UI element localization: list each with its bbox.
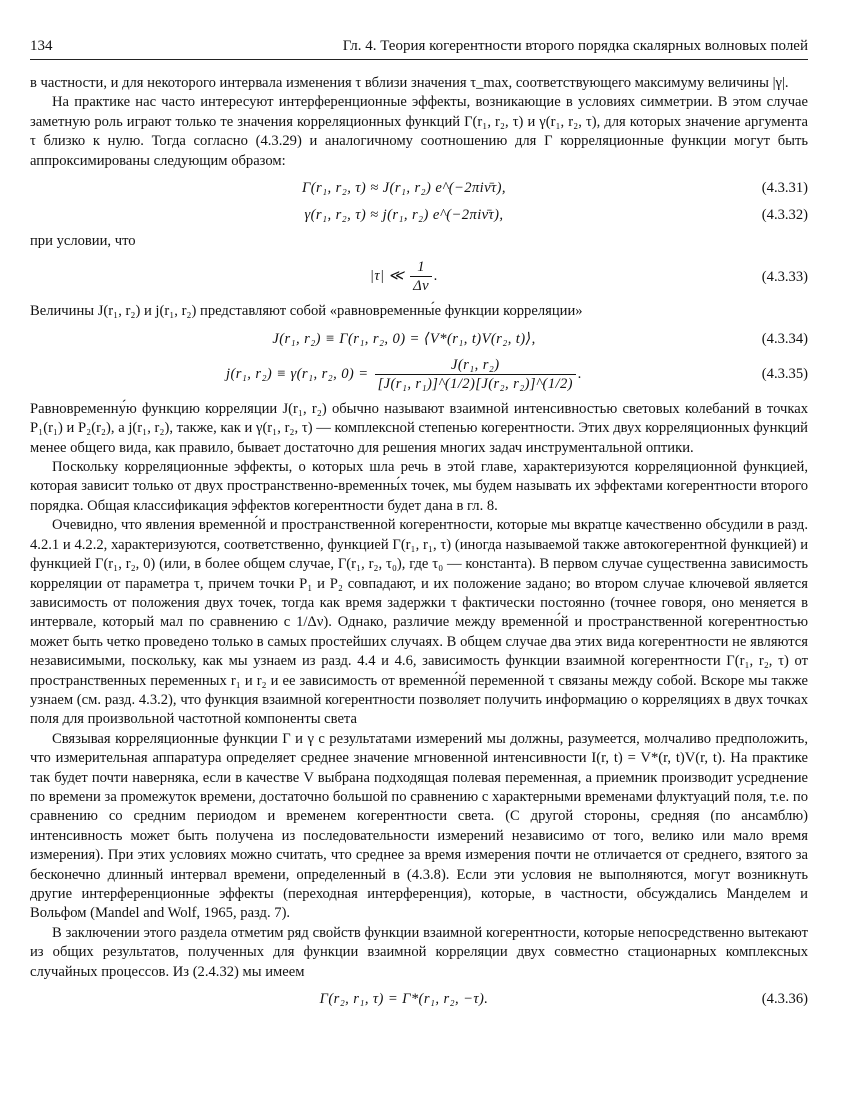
equation-number: (4.3.31) bbox=[761, 180, 808, 197]
equation-4-3-36 bbox=[30, 989, 808, 1009]
page-number: 134 bbox=[30, 38, 53, 54]
equation-number: (4.3.36) bbox=[761, 991, 808, 1008]
equation-4-3-35 bbox=[30, 356, 808, 393]
equation-number: (4.3.34) bbox=[761, 330, 808, 347]
paragraph-mutual-intensity: Равновременну́ю функцию корреляции J(r₁, r₂) обычно называют взаимной интенсивностью световых колебаний в точках P₁(r₁) и P₂(r₂), а j(r₁, r₂), также, как и γ(r₁, r₂, τ) — комплексной степенью когерентности. Этих двух корреляционных функций менее общего вида, как правило, бывает достаточно для решения многих задач инструментальной оптики. bbox=[30, 400, 808, 456]
equation-tail: . bbox=[577, 365, 582, 382]
equation-expression: J(r₁, r₂) ≡ Γ(r₁, r₂, 0) = ⟨V*(r₁, t)V(r₂, t)⟩, bbox=[272, 330, 536, 347]
equation-4-3-31 bbox=[30, 178, 808, 198]
paragraph-symmetry: На практике нас часто интересуют интерференционные эффекты, возникающие в условиях симметрии. В этом случае заметную роль играют только те значения корреляционных функций Γ(r₁, r₂, τ) и γ(r₁, r₂, τ), для которых значение аргумента τ близко к нулю. Тогда согласно (4.3.29) и аналогичному соотношению для Γ корреляционные функции могут быть аппроксимированы следующим образом: bbox=[30, 94, 808, 169]
paragraph-continued: в частности, и для некоторого интервала изменения τ вблизи значения τ_max, соответствующего максимуму величины |γ|. bbox=[30, 75, 789, 91]
equation-expression: Γ(r₁, r₂, τ) ≈ J(r₁, r₂) e^(−2πiν̄τ), bbox=[302, 180, 506, 197]
equation-4-3-33 bbox=[30, 258, 808, 295]
equation-tail: . bbox=[434, 268, 439, 285]
paragraph-temporal-spatial: Очевидно, что явления временно́й и пространственной когерентности, которые мы вкратце качественно обсудили в разд. 4.2.1 и 4.2.2, характеризуются, соответственно, функцией Γ(r₁, r₁, τ) (иногда называемой также автокогерентной функцией) и функцией Γ(r₁, r₂, 0) (или, в более общем случае, Γ(r₁, r₂, τ₀), где τ₀ — константа). В первом случае существенна зависимость корреляции от параметра τ, причем точки P₁ и P₂ совпадают, и их положение задано; во втором случае ключевой является зависимость от положения двух точек, тогда как время задержки τ фактически постоянно (точнее говоря, оно меняется в интервале, который мал по сравнению с 1/Δν). Однако, различие между временно́й и пространственной когерентностью может быть четко проведено только в самых простейших случаях. В общем случае два этих вида когерентности не являются независимыми, поскольку, как мы узнаем из разд. 4.4 и 4.6, зависимость функции взаимной когерентности Γ(r₁, r₂, τ) от пространственных переменных r₁ и r₂ и ее зависимость от временно́й переменной τ связаны между собой. Вскоре мы также узнаем (см. разд. 4.3.2), что функция взаимной когерентности позволяет получить информацию о корреляциях в двух точках поля для произвольной частотной компоненты света bbox=[30, 517, 808, 728]
page bbox=[30, 38, 808, 1016]
equation-fraction bbox=[375, 356, 576, 393]
equation-fraction bbox=[410, 258, 432, 295]
equation-number: (4.3.33) bbox=[761, 268, 808, 285]
paragraph-second-order: Поскольку корреляционные эффекты, о которых шла речь в этой главе, характеризуются корреляционной функцией, которая зависит только от двух пространственно-временны́х точек, мы будем называть их эффектами когерентности второго порядка. Общая классификация эффектов когерентности будет дана в гл. 8. bbox=[30, 459, 808, 514]
fraction-denominator: Δν bbox=[413, 278, 430, 295]
equation-number: (4.3.32) bbox=[761, 207, 808, 224]
paragraph-conclusion: В заключении этого раздела отметим ряд свойств функции взаимной когерентности, которые непосредственно вытекают из общих результатов, полученных для функции взаимной корреляции двух совместно стационарных комплексных случайных процессов. Из (2.4.32) мы имеем bbox=[30, 924, 808, 980]
equation-expression: Γ(r₂, r₁, τ) = Γ*(r₁, r₂, −τ). bbox=[319, 991, 489, 1008]
paragraph-condition: при условии, что bbox=[30, 233, 136, 250]
fraction-numerator: J(r₁, r₂) bbox=[375, 356, 576, 375]
fraction-denominator: [J(r₁, r₁)]^(1/2)[J(r₂, r₂)]^(1/2) bbox=[377, 375, 573, 392]
equation-number: (4.3.35) bbox=[761, 366, 808, 383]
fraction-numerator: 1 bbox=[410, 258, 432, 277]
equation-lhs: j(r₁, r₂) ≡ γ(r₁, r₂, 0) = bbox=[226, 365, 369, 382]
running-title: Гл. 4. Теория когерентности второго порядка скалярных волновых полей bbox=[342, 38, 808, 54]
equation-expression: γ(r₁, r₂, τ) ≈ j(r₁, r₂) e^(−2πiν̄τ), bbox=[304, 207, 504, 224]
equation-4-3-34 bbox=[30, 329, 808, 349]
running-header bbox=[30, 38, 808, 60]
paragraph-measurement: Связывая корреляционные функции Γ и γ с результатами измерений мы должны, разумеется, молчаливо предположить, что измерительная аппаратура определяет среднее значение мгновенной интенсивности I(r, t) = V*(r, t)V(r, t). На практике так будет почти наверняка, если в качестве V выбрана подходящая полевая переменная, а приемник производит усреднение по времени за промежуток времени, достаточно большой по сравнению с характерными временами флуктуаций поля, т.е. по сравнению со средним периодом и временем когерентности света. (С другой стороны, средняя (по ансамблю) интенсивность может быть получена из последовательности измерений независимо от того, велико или мало время измерения). При этих условиях можно считать, что среднее за время измерения почти не отличается от среднего, взятого за бесконечно длинный интервал времени, определенный в (4.3.8). Если эти условия не выполняются, могут возникнуть другие интерференционные эффекты (переходная интерференция), которые, в частности, обсуждались Манделем и Вольфом (Mandel and Wolf, 1965, разд. 7). bbox=[30, 730, 808, 922]
equation-4-3-32 bbox=[30, 205, 808, 225]
equation-lhs: |τ| ≪ bbox=[369, 268, 405, 285]
paragraph-equal-time: Величины J(r₁, r₂) и j(r₁, r₂) представляют собой «равновременны́е функции корреляции» bbox=[30, 303, 583, 320]
